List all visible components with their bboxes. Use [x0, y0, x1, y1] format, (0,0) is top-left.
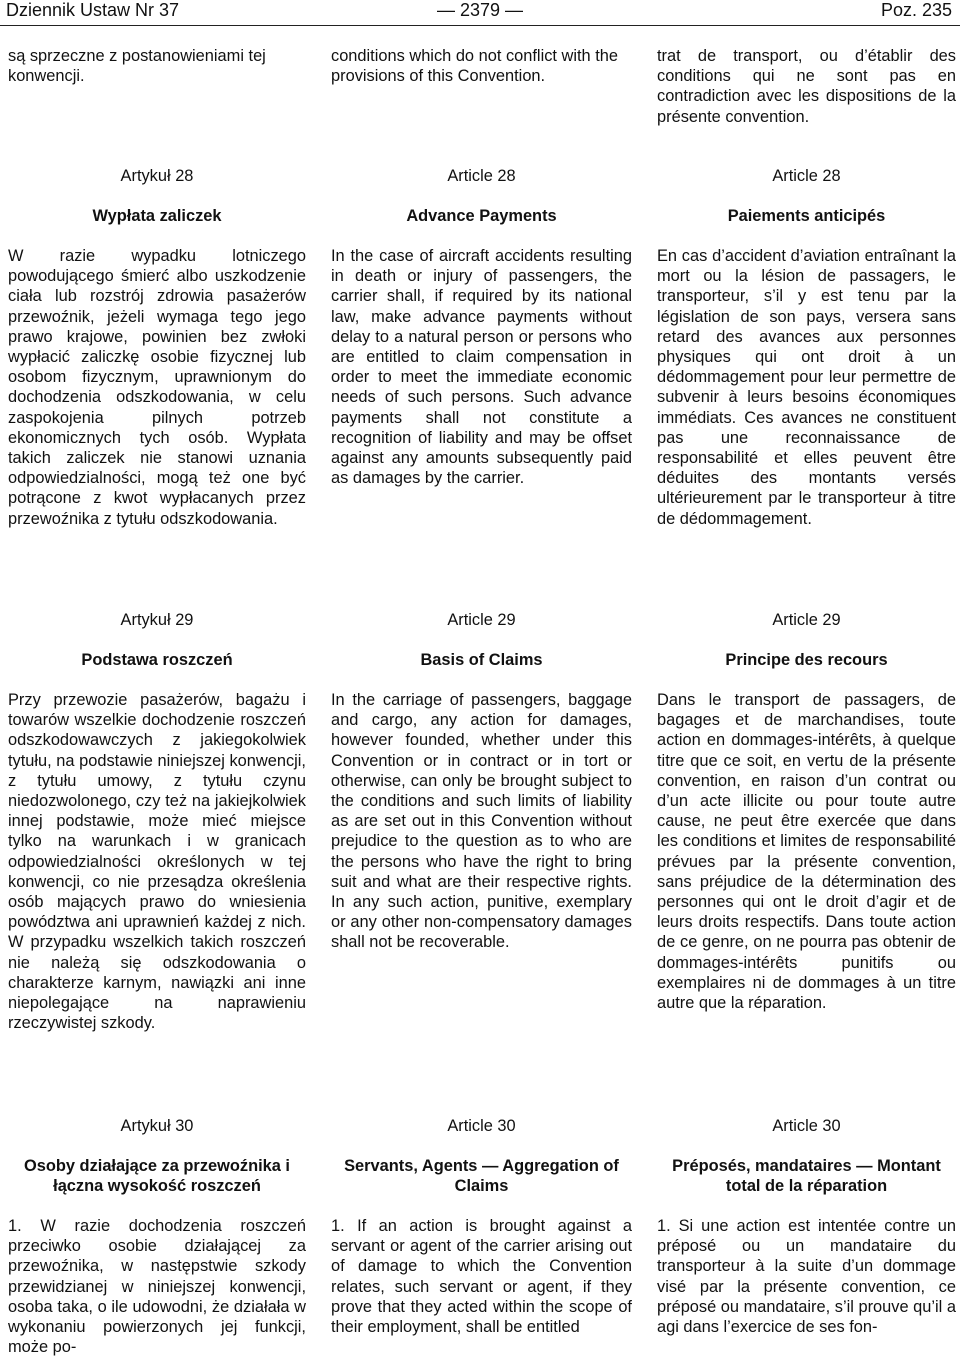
- article-body: Dans le transport de passagers, de bagages et de marchandises, toute action en dommages-intérêts, à quelque titre que ce soit, en vertu de la présente convention, en raison d’un contrat ou d’un acte illicite ou pour toute autre cause, ne peut être exercée que dans les conditions et limites de responsabilité prévues par la présente convention, sans préjudice de la détermination des personnes qui ont le droit d’agir et de leurs droits respectifs. Dans toute action de ce genre, on ne pourra pas obtenir de dommages-intérêts punitifs ou exemplaires ni de dommages à un titre autre que la réparation.: [657, 691, 956, 1013]
- article-30-en: [331, 1116, 632, 1337]
- article-body: En cas d’accident d’aviation entraînant la mort ou la lésion de passagers, le transporteur, s’il y est tenu par la législation de son pays, versera sans retard des avances aux personnes physiques qui ont droit à un dédommagement pour leur permettre de subvenir à leurs besoins économiques immédiats. Ces avances ne constituent pas une reconnaissance de responsabilité et elles peuvent être déduites des montants versés ultérieurement par le transporteur à titre de dédommagement.: [657, 247, 956, 528]
- article-number: Article 28: [772, 167, 841, 185]
- article-28-fr: [657, 166, 956, 529]
- article-title: Servants, Agents — Aggregation of Claims: [344, 1157, 619, 1195]
- article-body: W razie wypadku lotniczego powodującego śmierć albo uszkodzenie ciała lub rozstrój zdrowia pasażerów przewoźnik, jeżeli wymaga tego jego prawo krajowe, powinien bez zwłoki wypłacić zaliczkę osobie fizycznej lub osobom fizycznym, uprawnionym do dochodzenia odszkodowania, w celu zaspokojenia pilnych potrzeb ekonomicznych tych osób. Wypłata takich zaliczek nie stanowi uznania odpowiedzialności, mogą też one być potrącone z kwot wypłacanych przez przewoźnika z tytułu odszkodowania.: [8, 247, 306, 528]
- article-number: Artykuł 30: [120, 1117, 194, 1135]
- page-number: — 2379 —: [436, 0, 524, 20]
- article-number: Article 29: [772, 611, 841, 629]
- article-title: Préposés, mandataires — Montant total de la réparation: [672, 1157, 941, 1195]
- article-29-en: [331, 610, 632, 953]
- article-30-fr: [657, 1116, 956, 1337]
- journal-name: Dziennik Ustaw Nr 37: [6, 0, 180, 20]
- article-number: Article 30: [772, 1117, 841, 1135]
- article-28-en: [331, 166, 632, 488]
- article-title: Advance Payments: [406, 207, 557, 225]
- header-rule: [0, 25, 960, 26]
- article-29-fr: [657, 610, 956, 1013]
- intro-text: są sprzeczne z postanowieniami tej konwencji.: [8, 47, 266, 86]
- intro-text: trat de transport, ou d’établir des conditions qui ne sont pas en contradiction avec les dispositions de la présente convention.: [657, 47, 956, 126]
- article-body: In the carriage of passengers, baggage and cargo, any action for damages, however founded, whether under this Convention or in contract or in tort or otherwise, can only be brought subject to the conditions and such limits of liability as are set out in this Convention without prejudice to the question as to who are the persons who have the right to bring suit and what are their respective rights. In any such action, punitive, exemplary or any other non-compensatory damages shall not be recoverable.: [331, 691, 632, 952]
- article-number: Article 30: [447, 1117, 516, 1135]
- article-number: Article 28: [447, 167, 516, 185]
- article-title: Osoby działające za przewoźnika i łączna wysokość roszczeń: [24, 1157, 290, 1195]
- column-french: [657, 46, 956, 1337]
- article-body: 1. W razie dochodzenia roszczeń przeciwko osobie działającej za przewoźnika, w następstwie szkody przewidzianej w niniejszej konwencji, osoba taka, o ile udowodni, że działała w wykonaniu powierzonych jej funkcji, może po-: [8, 1217, 306, 1357]
- article-number: Artykuł 29: [120, 611, 194, 629]
- article-title: Basis of Claims: [420, 651, 543, 669]
- column-english: [331, 46, 632, 1337]
- article-body: In the case of aircraft accidents resulting in death or injury of passengers, the carrier shall, if required by its national law, make advance payments without delay to a natural person or persons who are entitled to claim compensation in order to meet the immediate economic needs of such persons. Such advance payments shall not constitute a recognition of liability and may be offset against any amounts subsequently paid as damages by the carrier.: [331, 247, 632, 488]
- article-body: 1. Si une action est intentée contre un préposé ou un mandataire du transporteur à la suite d’un dommage visé par la présente convention, ce préposé ou mandataire, s’il prouve qu’il a agi dans l’exercice de ses fon-: [657, 1217, 956, 1337]
- article-29-pl: [8, 610, 306, 1033]
- article-number: Article 29: [447, 611, 516, 629]
- article-title: Principe des recours: [725, 651, 888, 669]
- article-28-pl: [8, 166, 306, 529]
- article-body: 1. If an action is brought against a servant or agent of the carrier arising out of damage to which the Convention relates, such servant or agent, if they prove that they acted within the scope of their employment, shall be entitled: [331, 1217, 632, 1337]
- article-number: Artykuł 28: [120, 167, 194, 185]
- article-title: Wypłata zaliczek: [92, 207, 222, 225]
- column-polish: [8, 46, 306, 1357]
- position-number: Poz. 235: [880, 0, 952, 20]
- article-30-pl: [8, 1116, 306, 1357]
- intro-text: conditions which do not conflict with the provisions of this Convention.: [331, 47, 618, 86]
- page-header: [0, 0, 960, 26]
- article-title: Paiements anticipés: [727, 207, 886, 225]
- article-title: Podstawa roszczeń: [81, 651, 233, 669]
- article-body: Przy przewozie pasażerów, bagażu i towarów wszelkie dochodzenie roszczeń odszkodowawczych z jakiegokolwiek tytułu, na podstawie niniejszej konwencji, z tytułu umowy, z tytułu czynu niedozwolonego, czy też na jakiejkolwiek innej podstawie, może mieć miejsce tylko na warunkach i w granicach odpowiedzialności określonych w tej konwencji, co nie przesądza określenia osób mających prawo do wniesienia powództwa ani uprawnień każdej z nich. W przypadku wszelkich takich roszczeń nie należą się odszkodowania o charakterze karnym, nawiązki ani inne niepolegające na naprawieniu rzeczywistej szkody.: [8, 691, 306, 1033]
